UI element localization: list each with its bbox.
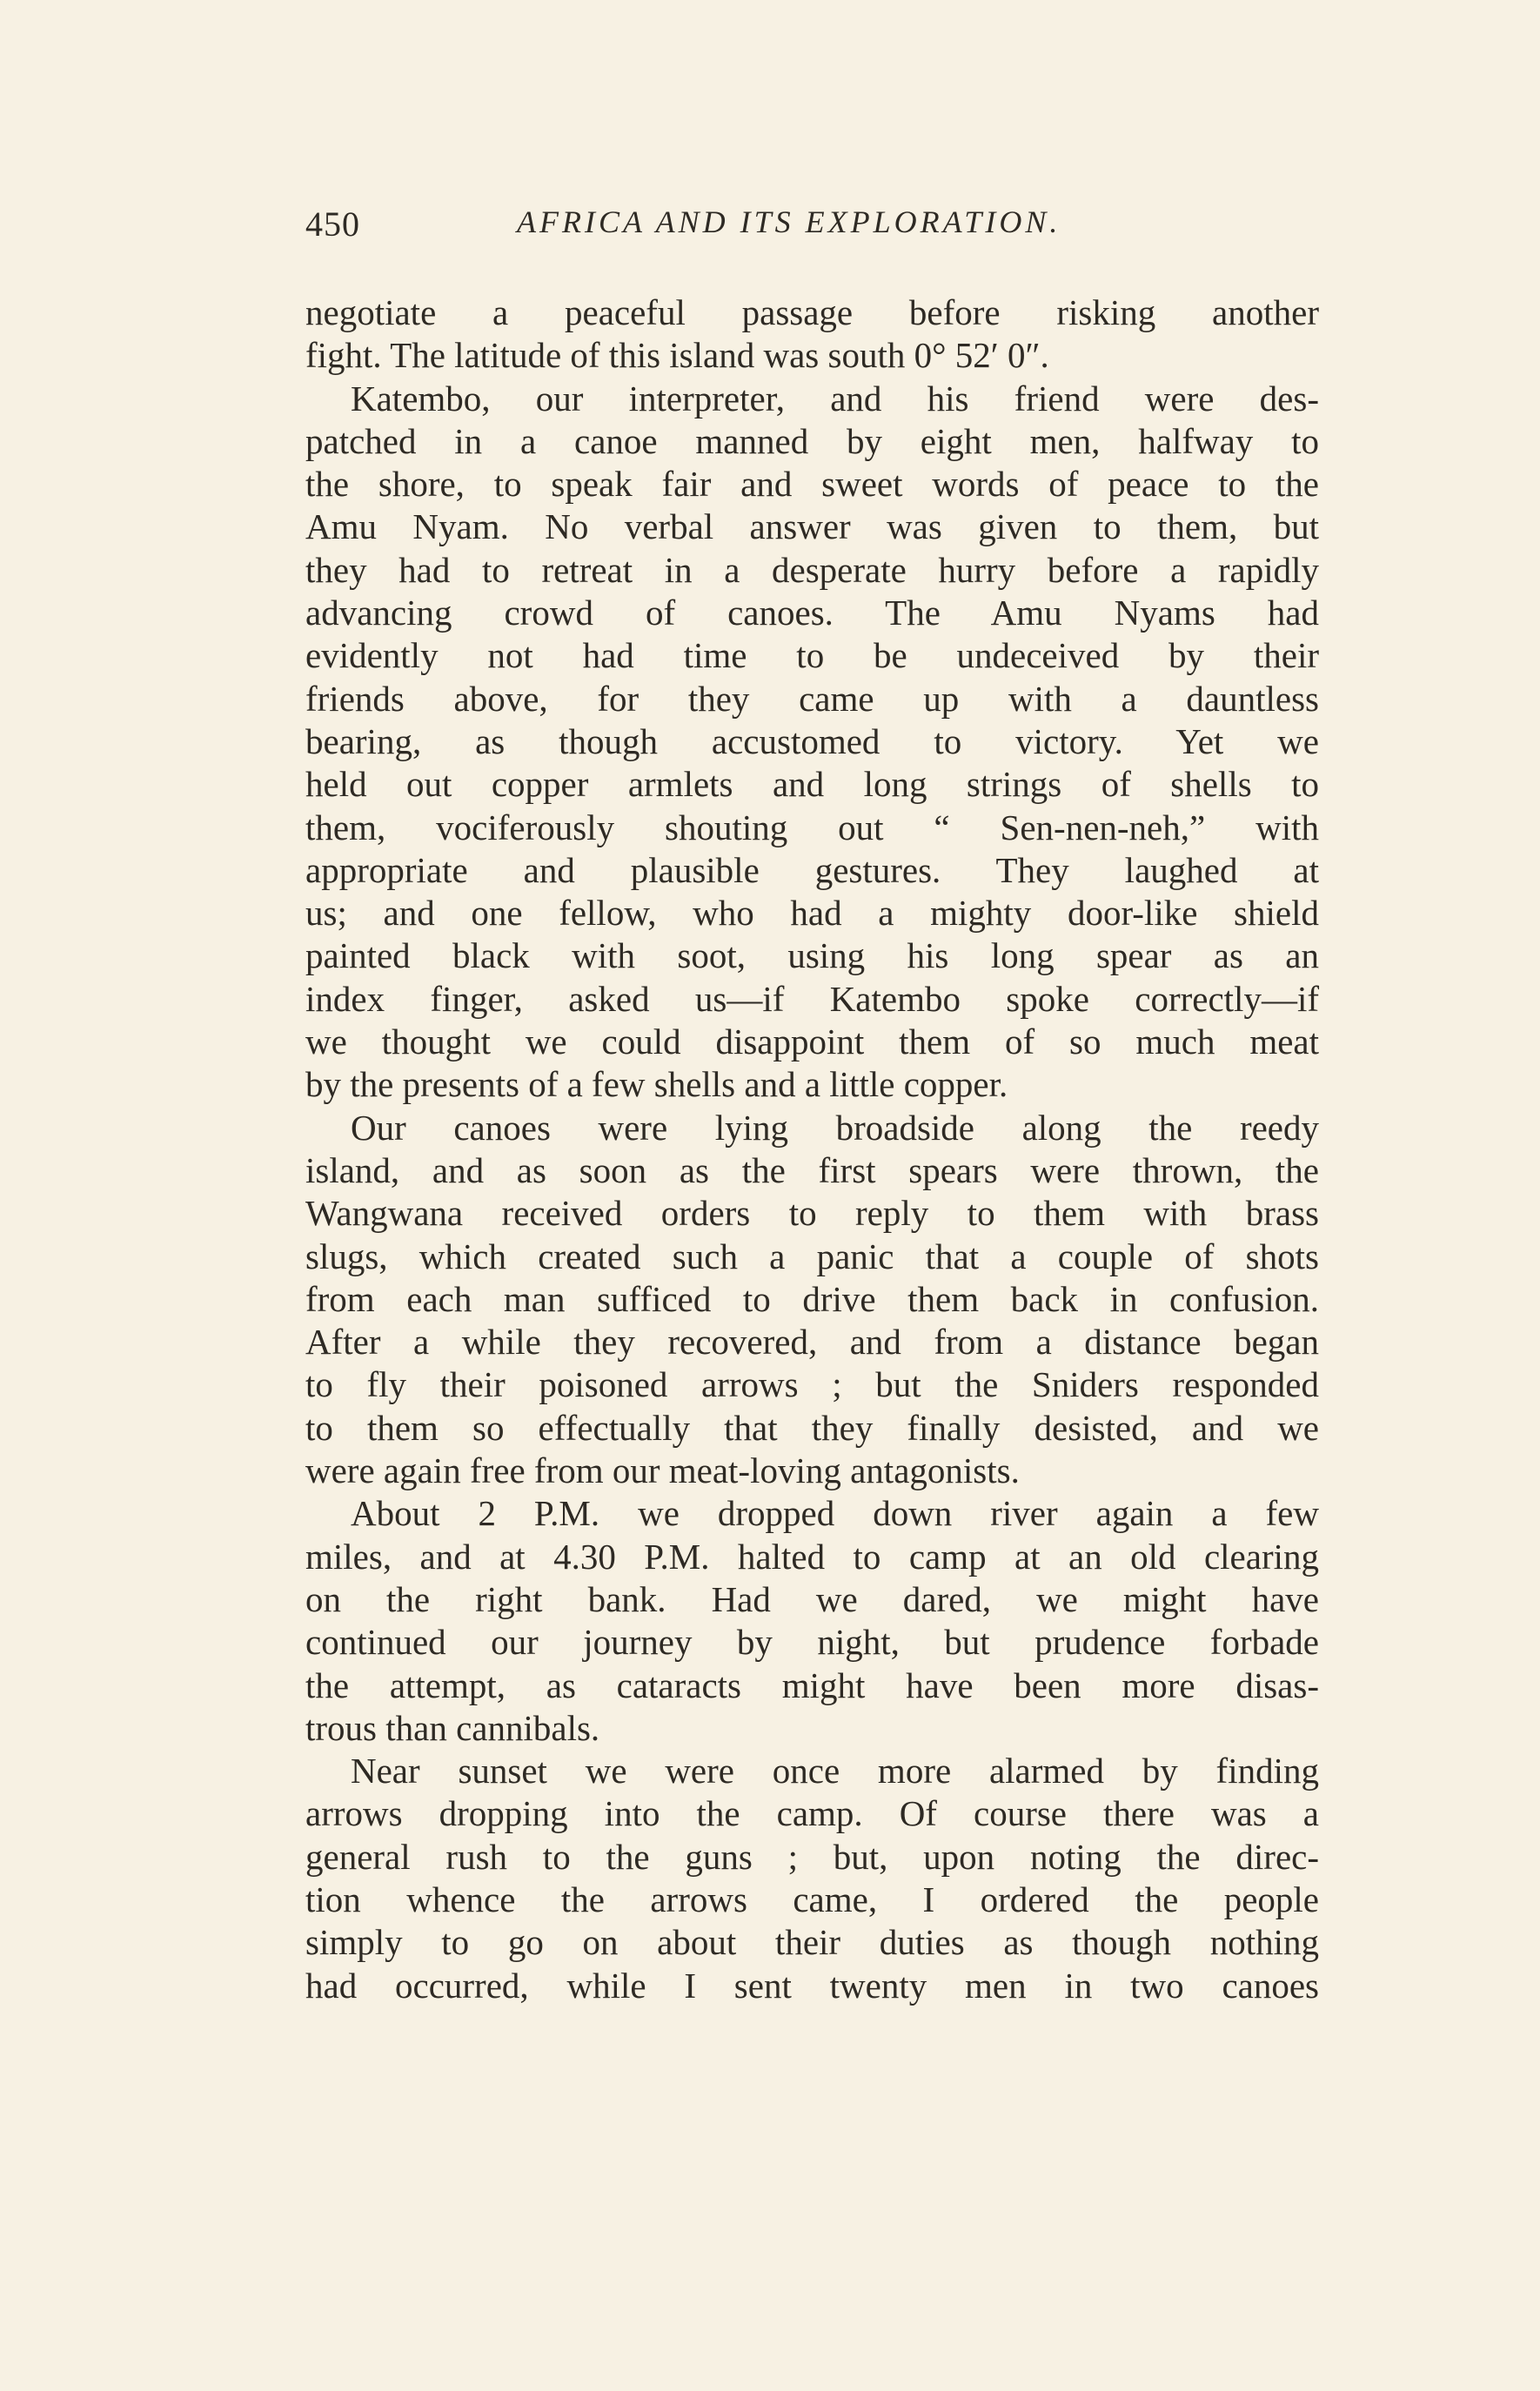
text-line: bearing, as though accustomed to victory. Yet we xyxy=(305,720,1319,761)
text-line: slugs, which created such a panic that a couple of shots xyxy=(305,1236,1319,1276)
text-line: Our canoes were lying broadside along the reedy xyxy=(351,1107,1319,1148)
text-line: they had to retreat in a desperate hurry before a rapidly xyxy=(305,549,1319,590)
text-line: fight. The latitude of this island was south 0° 52′ 0″. xyxy=(305,335,1049,376)
text-line: tion whence the arrows came, I ordered the people xyxy=(305,1879,1319,1919)
text-line: continued our journey by night, but prudence forbade xyxy=(305,1622,1319,1663)
text-line: About 2 P.M. we dropped down river again a few xyxy=(351,1493,1319,1534)
text-line: Amu Nyam. No verbal answer was given to them, but xyxy=(305,506,1319,547)
text-line: trous than cannibals. xyxy=(305,1707,600,1748)
text-line: the shore, to speak fair and sweet words of peace to the xyxy=(305,464,1319,505)
text-line: general rush to the guns ; but, upon noting the direc- xyxy=(305,1836,1319,1877)
text-line: appropriate and plausible gestures. They laughed at xyxy=(305,849,1319,890)
text-line: negotiate a peaceful passage before risking another xyxy=(305,292,1319,332)
text-line: from each man sufficed to drive them back in confusion. xyxy=(305,1278,1319,1319)
text-line: to fly their poisoned arrows ; but the Sniders responded xyxy=(305,1364,1319,1405)
text-line: island, and as soon as the first spears were thrown, the xyxy=(305,1149,1319,1190)
text-line: miles, and at 4.30 P.M. halted to camp at an old clearing xyxy=(305,1536,1319,1577)
text-line: held out copper armlets and long strings of shells to xyxy=(305,764,1319,805)
text-line: advancing crowd of canoes. The Amu Nyams had xyxy=(305,593,1319,633)
text-line: arrows dropping into the camp. Of course there was a xyxy=(305,1793,1319,1834)
text-line: Near sunset we were once more alarmed by finding xyxy=(351,1751,1319,1792)
text-line: had occurred, while I sent twenty men in two canoes xyxy=(305,1965,1319,2006)
text-line: patched in a canoe manned by eight men, halfway to xyxy=(305,420,1319,461)
text-line: on the right bank. Had we dared, we might have xyxy=(305,1578,1319,1619)
body-text xyxy=(305,291,1319,2007)
text-line: by the presents of a few shells and a little copper. xyxy=(305,1064,1008,1105)
text-line: we thought we could disappoint them of so much meat xyxy=(305,1021,1319,1062)
text-line: Katembo, our interpreter, and his friend were des- xyxy=(351,378,1319,419)
text-line: us; and one fellow, who had a mighty door-like shield xyxy=(305,893,1319,934)
text-line: evidently not had time to be undeceived by their xyxy=(305,635,1319,676)
page-number: 450 xyxy=(305,204,360,244)
text-line: friends above, for they came up with a dauntless xyxy=(305,678,1319,719)
text-line: the attempt, as cataracts might have been more disas- xyxy=(305,1664,1319,1705)
text-line: painted black with soot, using his long spear as an xyxy=(305,935,1319,976)
running-head: AFRICA AND ITS EXPLORATION. xyxy=(517,204,1061,239)
text-line: to them so effectually that they finally desisted, and we xyxy=(305,1407,1319,1448)
text-line: were again free from our meat-loving antagonists. xyxy=(305,1450,1020,1491)
text-line: Wangwana received orders to reply to them with brass xyxy=(305,1193,1319,1234)
page-header xyxy=(305,200,1319,252)
text-line: index finger, asked us—if Katembo spoke correctly—if xyxy=(305,978,1319,1019)
text-line: simply to go on about their duties as though nothing xyxy=(305,1922,1319,1963)
text-line: After a while they recovered, and from a distance began xyxy=(305,1322,1319,1363)
text-line: them, vociferously shouting out “ Sen-nen-neh,” with xyxy=(305,807,1319,847)
